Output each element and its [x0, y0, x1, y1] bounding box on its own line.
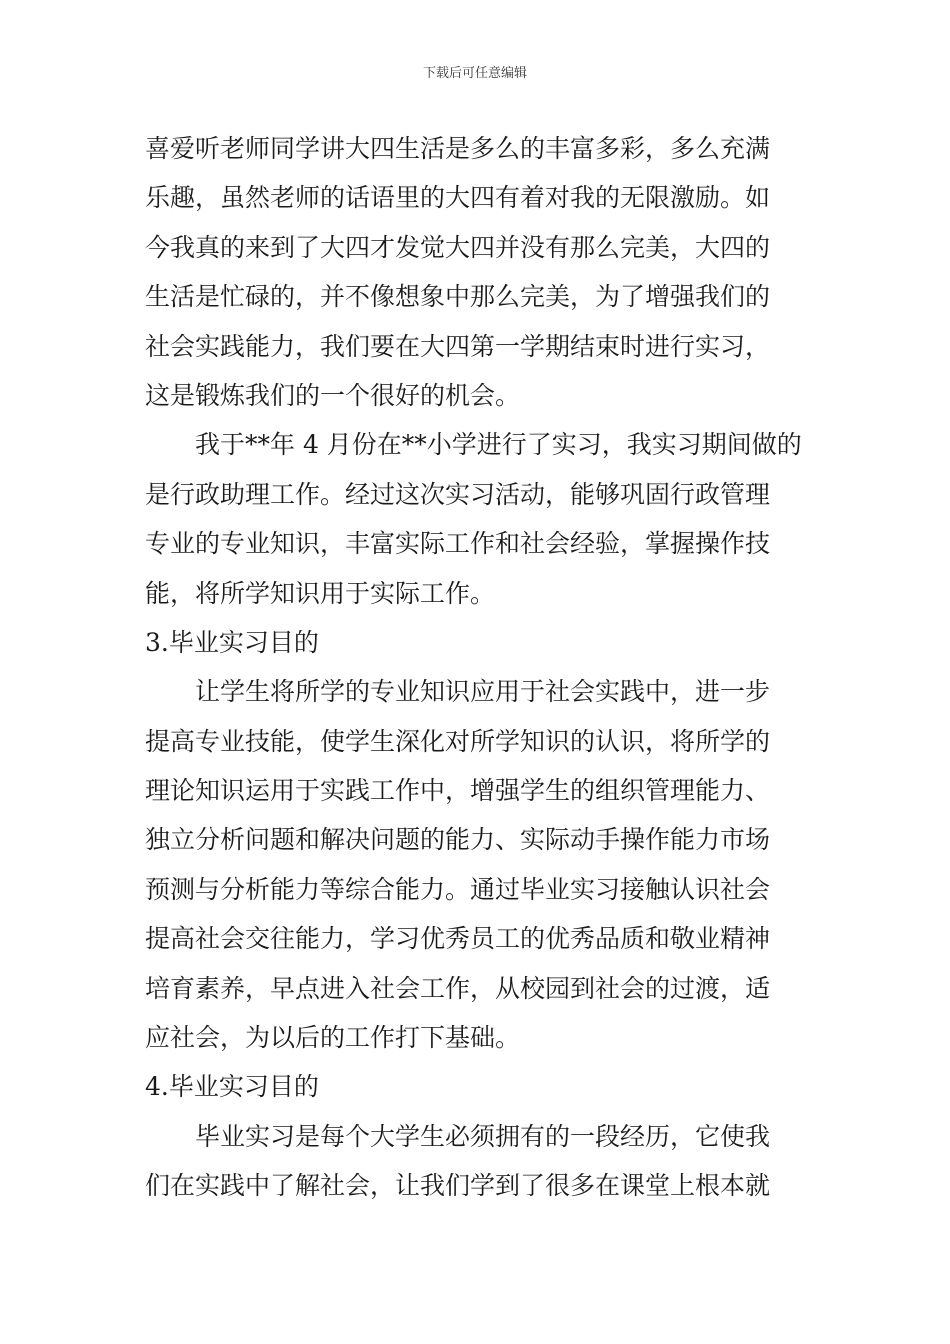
section-heading: 3.毕业实习目的 [145, 627, 319, 657]
text-line: 能，将所学知识用于实际工作。 [145, 578, 496, 608]
document-body [145, 124, 810, 1211]
text-line: 理论知识运用于实践工作中，增强学生的组织管理能力、 [145, 776, 771, 806]
text-line: 生活是忙碌的，并不像想象中那么完美，为了增强我们的 [145, 282, 771, 312]
text-line: 预测与分析能力等综合能力。通过毕业实习接触认识社会 [145, 874, 771, 904]
text-line: 培育素养，早点进入社会工作，从校园到社会的过渡，适 [145, 973, 771, 1003]
text-line: 提高专业技能，使学生深化对所学知识的认识，将所学的 [145, 726, 771, 756]
section-heading: 4.毕业实习目的 [145, 1072, 319, 1102]
text-line: 专业的专业知识，丰富实际工作和社会经验，掌握操作技 [145, 529, 771, 559]
text-line: 这是锻炼我们的一个很好的机会。 [145, 380, 521, 410]
text-line: 乐趣，虽然老师的话语里的大四有着对我的无限激励。如 [145, 183, 771, 213]
text-line: 喜爱听老师同学讲大四生活是多么的丰富多彩，多么充满 [145, 134, 771, 163]
text-line: 提高社会交往能力，学习优秀员工的优秀品质和敬业精神 [145, 924, 771, 954]
page-header: 下载后可任意编辑 [422, 66, 527, 81]
text-line: 是行政助理工作。经过这次实习活动，能够巩固行政管理 [145, 479, 771, 509]
text-line: 社会实践能力，我们要在大四第一学期结束时进行实习， [145, 331, 771, 361]
text-line: 今我真的来到了大四才发觉大四并没有那么完美，大四的 [145, 232, 771, 262]
text-line: 应社会，为以后的工作打下基础。 [145, 1023, 521, 1053]
text-line: 们在实践中了解社会，让我们学到了很多在课堂上根本就 [145, 1171, 771, 1201]
text-line: 让学生将所学的专业知识应用于社会实践中，进一步 [195, 677, 771, 707]
text-line: 毕业实习是每个大学生必须拥有的一段经历，它使我 [195, 1121, 771, 1151]
text-line: 独立分析问题和解决问题的能力、实际动手操作能力市场 [145, 825, 771, 855]
text-line: 我于**年 4 月份在**小学进行了实习，我实习期间做的 [195, 430, 802, 460]
